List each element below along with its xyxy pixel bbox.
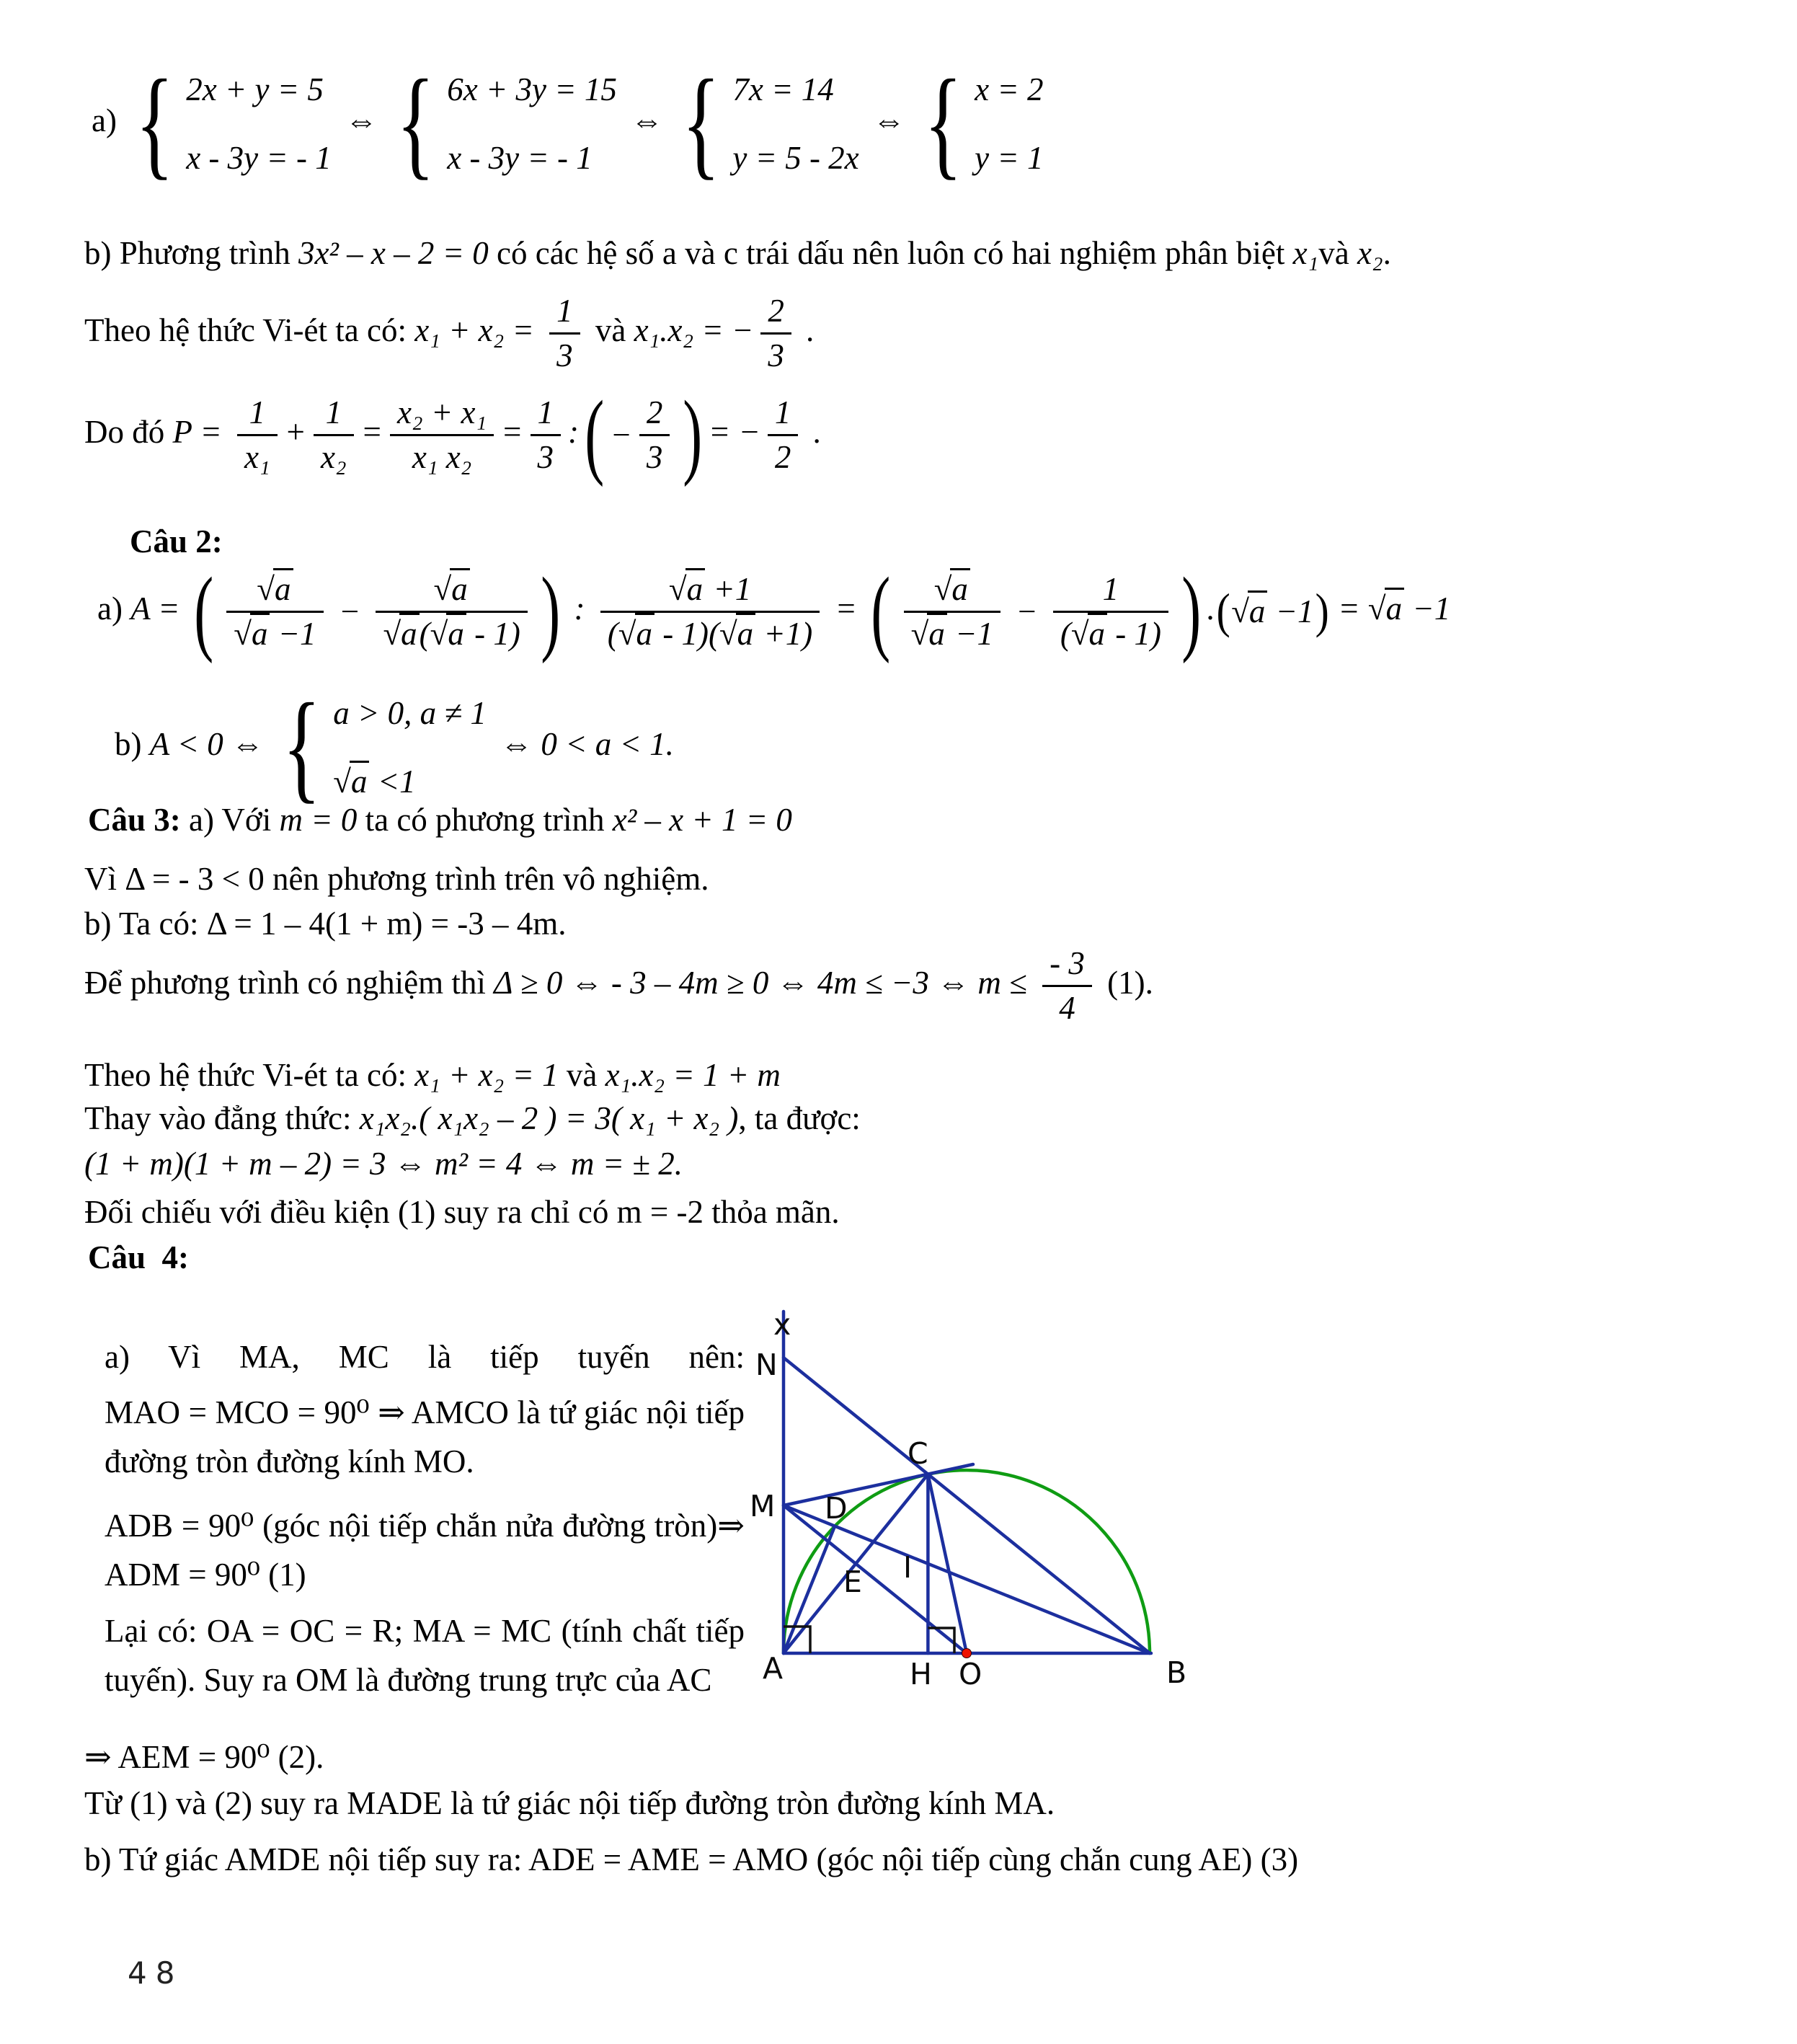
solution-4a-made: Từ (1) và (2) suy ra MADE là tứ giác nội tiếp đường tròn đường kính MA. bbox=[84, 1785, 1055, 1821]
solution-3b-solve-m: (1 + m)(1 + m – 2) = 3 ⇔ m² = 4 ⇔ m = ± 2. bbox=[84, 1146, 683, 1182]
figure-label-m: M bbox=[750, 1489, 776, 1523]
solution-1b-viete: Theo hệ thức Vi-ét ta có: x₁ + x₂ = $\frac{1}{3}$ và x₁.x₂ = − $\frac{2}{3}$ . bbox=[84, 293, 815, 374]
solution-4a-aem: ⇒ AEM = 90⁰ (2). bbox=[84, 1739, 324, 1775]
solution-2b-condition: b) A < 0 ⇔ { a > 0, a ≠ 1 √a <1 ⇔ 0 < a < 1. bbox=[115, 678, 674, 815]
construction-lines bbox=[784, 1311, 1151, 1653]
figure-label-c: C bbox=[908, 1436, 928, 1471]
solution-1a-systems: a) { 2x + y = 5 x - 3y = - 1 ⇔ { 6x + 3y = 15 x - 3y = - 1 ⇔ { 7x = 14 y = 5 - 2x ⇔ { x = 2 y = 1 bbox=[92, 55, 1044, 191]
solution-4a-intro: a) Vì MA, MC là tiếp tuyến nên: bbox=[105, 1339, 745, 1375]
solution-4b-angles: b) Tứ giác AMDE nội tiếp suy ra: ADE = AME = AMO (góc nội tiếp cùng chắn cung AE) (3) bbox=[84, 1841, 1299, 1877]
line-mb bbox=[784, 1505, 1150, 1653]
heading-cau-3-and-a: Câu 3: a) Với m = 0 ta có phương trình x² – x + 1 = 0 bbox=[88, 802, 792, 838]
solution-4a-midperp: Lại có: OA = OC = R; MA = MC (tính chất tiếp tuyến). Suy ra OM là đường trung trực của AC bbox=[105, 1613, 745, 1699]
solution-1b-text: b) Phương trình 3x² – x – 2 = 0 có các hệ số a và c trái dấu nên luôn có hai nghiệm phân biệt x₁và x₂. bbox=[84, 235, 1391, 271]
solution-2a-expression: a) A = ( $\frac{√a}{√a -1}$ − $\frac{√a}{√a(√a - 1)}$ ) : $\frac{√a +1}{(√a - 1)(√a +1)}$ = ( $\frac{√a}{√a -1}$ − $\frac{1}{(√a - 1)}$ ) . ( √a −1 ) = √a −1 bbox=[97, 558, 1451, 665]
figure-label-n: N bbox=[755, 1348, 778, 1382]
solution-3b-delta: b) Ta có: Δ = 1 – 4(1 + m) = -3 – 4m. bbox=[84, 906, 567, 942]
solution-3b-inequality: Để phương trình có nghiệm thì Δ ≥ 0 ⇔ - 3 – 4m ≥ 0 ⇔ 4m ≤ −3 ⇔ m ≤ $\frac{- 3}{4}$ (1). bbox=[84, 945, 1153, 1027]
page-number: 48 bbox=[128, 1955, 184, 1991]
circle-tangent-diagram bbox=[750, 1302, 1197, 1697]
figure-label-i: I bbox=[903, 1550, 913, 1585]
line-mc-tangent bbox=[784, 1464, 973, 1505]
solution-4a-adb: ADB = 90⁰ (góc nội tiếp chắn nửa đường tròn)⇒ ADM = 90⁰ (1) bbox=[105, 1508, 745, 1593]
geometry-figure bbox=[750, 1302, 1197, 1705]
solution-1b-p-value: Do đó P = $\frac{1}{\text{x₁}}$ + $\frac{1}{\text{x₂}}$ = $\frac{\text{x₂ + x₁}}{\text{x₁ x₂}}$ = $\frac{1}{3}$ : ( − $\frac{2}{3}$ ) = − $\frac{1}{2}$ . bbox=[84, 381, 822, 488]
figure-label-e: E bbox=[843, 1565, 862, 1599]
solution-3b-substitute: Thay vào đẳng thức: x₁x₂.( x₁x₂ – 2 ) = 3( x₁ + x₂ ), ta được: bbox=[84, 1100, 861, 1136]
figure-label-h: H bbox=[910, 1657, 932, 1691]
heading-cau-4: Câu 4: bbox=[88, 1239, 190, 1275]
figure-label-x: x bbox=[773, 1307, 791, 1342]
solution-3a-delta: Vì Δ = - 3 < 0 nên phương trình trên vô nghiệm. bbox=[84, 861, 709, 897]
figure-label-o: O bbox=[959, 1657, 982, 1691]
figure-label-d: D bbox=[825, 1491, 848, 1526]
figure-label-a: A bbox=[763, 1651, 784, 1686]
solution-3b-viete: Theo hệ thức Vi-ét ta có: x₁ + x₂ = 1 và x₁.x₂ = 1 + m bbox=[84, 1057, 781, 1093]
heading-cau-2: Câu 2: bbox=[130, 523, 223, 559]
page-content bbox=[84, 0, 1742, 2044]
solution-4a-amco: MAO = MCO = 90⁰ ⇒ AMCO là tứ giác nội tiếp đường tròn đường kính MO. bbox=[105, 1394, 745, 1480]
figure-label-b: B bbox=[1166, 1655, 1187, 1690]
solution-3b-conclusion: Đối chiếu với điều kiện (1) suy ra chỉ có m = -2 thỏa mãn. bbox=[84, 1194, 840, 1230]
